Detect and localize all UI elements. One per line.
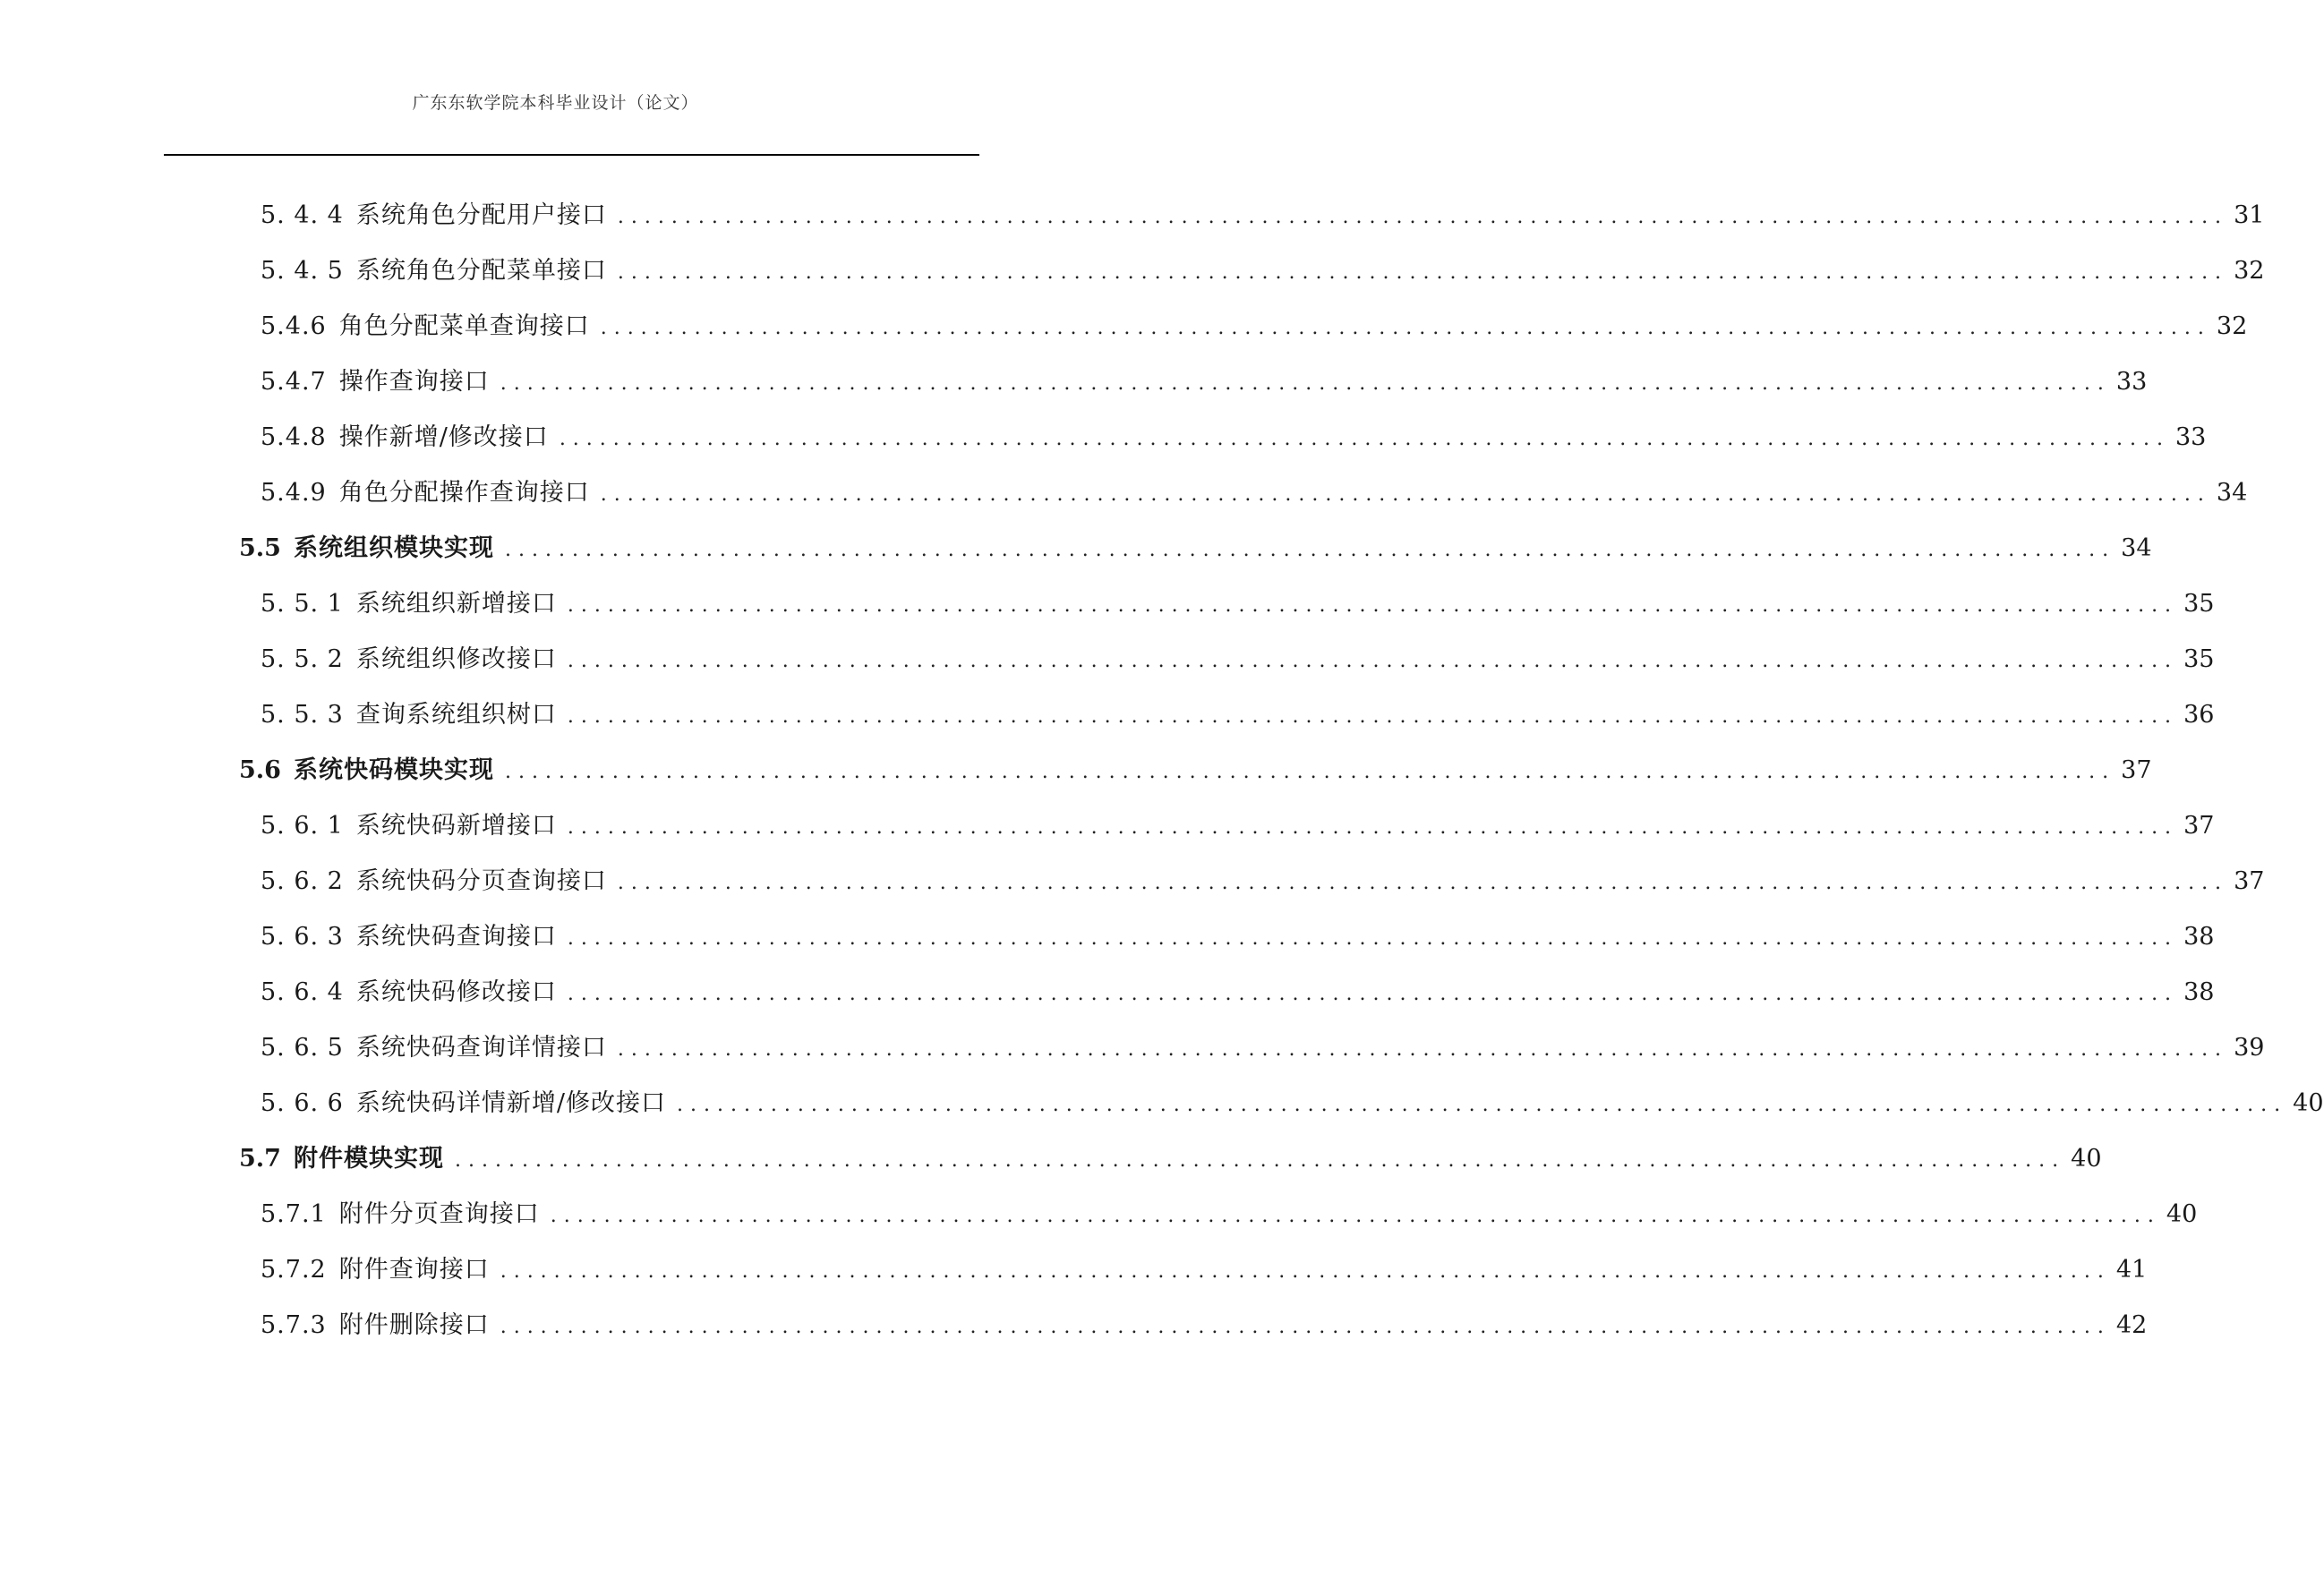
toc-entry-5-4-9[interactable] bbox=[0, 475, 2248, 531]
toc-entry-page: 39 bbox=[2234, 1034, 2265, 1062]
toc-dot-leader: ........................................................................................................................ bbox=[504, 539, 2116, 561]
toc-entry-title: 系统快码查询详情接口 bbox=[355, 1034, 607, 1062]
toc-dot-leader: ........................................................................................................................ bbox=[617, 1038, 2229, 1061]
toc-entry-number: 5. 6. 5 bbox=[261, 1034, 344, 1062]
toc-entry-number: 5.5 bbox=[239, 534, 281, 562]
toc-entry-5-6-5[interactable] bbox=[0, 1030, 2265, 1086]
toc-entry-page: 40 bbox=[2166, 1200, 2198, 1228]
toc-entry-title: 系统快码新增接口 bbox=[355, 812, 557, 840]
toc-entry-page: 36 bbox=[2183, 701, 2215, 729]
toc-entry-title: 附件删除接口 bbox=[338, 1311, 490, 1339]
toc-entry-number: 5. 4. 5 bbox=[261, 257, 344, 285]
toc-entry-page: 31 bbox=[2234, 201, 2265, 229]
toc-dot-leader: ........................................................................................................................ bbox=[454, 1149, 2066, 1172]
toc-dot-leader: ........................................................................................................................ bbox=[567, 816, 2179, 839]
toc-entry-title: 系统快码查询接口 bbox=[355, 923, 557, 951]
toc-entry-title: 附件查询接口 bbox=[338, 1256, 490, 1284]
toc-entry-number: 5. 4. 4 bbox=[261, 201, 344, 229]
toc-entry-page: 37 bbox=[2183, 812, 2215, 840]
toc-entry-number: 5. 6. 2 bbox=[261, 867, 344, 895]
toc-entry-number: 5.4.8 bbox=[261, 423, 327, 451]
toc-entry-5-5-2[interactable] bbox=[0, 642, 2215, 697]
toc-entry-page: 37 bbox=[2234, 867, 2265, 895]
toc-entry-5-7-2[interactable] bbox=[0, 1252, 2148, 1308]
toc-entry-5-7-1[interactable] bbox=[0, 1197, 2198, 1252]
toc-entry-5-4-4[interactable] bbox=[0, 198, 2265, 253]
toc-entry-number: 5.6 bbox=[239, 756, 281, 784]
toc-entry-number: 5. 6. 1 bbox=[261, 812, 344, 840]
toc-dot-leader: ........................................................................................................................ bbox=[617, 872, 2229, 894]
toc-dot-leader: ........................................................................................................................ bbox=[500, 1316, 2111, 1338]
toc-entry-page: 37 bbox=[2121, 756, 2152, 784]
toc-entry-page: 40 bbox=[2293, 1089, 2324, 1117]
toc-entry-5-6[interactable] bbox=[0, 753, 2152, 808]
toc-entry-page: 38 bbox=[2183, 978, 2215, 1006]
toc-entry-title: 系统角色分配用户接口 bbox=[355, 201, 607, 229]
toc-entry-page: 32 bbox=[2234, 257, 2265, 285]
toc-entry-title: 系统快码详情新增/修改接口 bbox=[355, 1089, 666, 1117]
toc-dot-leader: ........................................................................................................................ bbox=[550, 1205, 2161, 1227]
toc-entry-5-4-6[interactable] bbox=[0, 309, 2248, 364]
toc-entry-number: 5. 6. 3 bbox=[261, 923, 344, 951]
toc-dot-leader: ........................................................................................................................ bbox=[567, 983, 2179, 1005]
toc-entry-title: 系统组织修改接口 bbox=[355, 645, 557, 673]
toc-entry-number: 5.4.9 bbox=[261, 479, 327, 507]
toc-entry-number: 5. 5. 3 bbox=[261, 701, 344, 729]
toc-entry-title: 系统组织模块实现 bbox=[293, 534, 494, 562]
toc-entry-5-4-8[interactable] bbox=[0, 420, 2207, 475]
toc-entry-title: 系统快码分页查询接口 bbox=[355, 867, 607, 895]
toc-entry-page: 33 bbox=[2115, 368, 2148, 396]
toc-entry-number: 5.4.7 bbox=[261, 368, 327, 396]
toc-entry-5-4-7[interactable] bbox=[0, 364, 2148, 420]
toc-entry-title: 角色分配操作查询接口 bbox=[338, 479, 590, 507]
toc-entry-number: 5.7 bbox=[239, 1145, 281, 1173]
toc-entry-page: 35 bbox=[2183, 590, 2215, 618]
toc-entry-title: 附件分页查询接口 bbox=[338, 1200, 540, 1228]
toc-entry-number: 5.4.6 bbox=[261, 312, 327, 340]
toc-entry-number: 5. 6. 6 bbox=[261, 1089, 344, 1117]
toc-dot-leader: ........................................................................................................................ bbox=[617, 206, 2229, 228]
toc-entry-number: 5.7.2 bbox=[261, 1256, 327, 1284]
toc-entry-5-5-3[interactable] bbox=[0, 697, 2215, 753]
toc-dot-leader: ........................................................................................................................ bbox=[500, 1260, 2111, 1283]
toc-entry-page: 41 bbox=[2115, 1256, 2148, 1284]
toc-dot-leader: ........................................................................................................................ bbox=[567, 650, 2179, 672]
toc-entry-5-6-4[interactable] bbox=[0, 975, 2215, 1030]
toc-entry-title: 附件模块实现 bbox=[293, 1145, 444, 1173]
toc-dot-leader: ........................................................................................................................ bbox=[617, 261, 2229, 284]
toc-entry-5-5[interactable] bbox=[0, 531, 2152, 586]
toc-entry-5-6-3[interactable] bbox=[0, 919, 2215, 975]
toc-entry-page: 38 bbox=[2183, 923, 2215, 951]
toc-entry-title: 系统快码模块实现 bbox=[293, 756, 494, 784]
toc-entry-5-7-3[interactable] bbox=[0, 1308, 2148, 1363]
toc-entry-5-5-1[interactable] bbox=[0, 586, 2215, 642]
toc-entry-number: 5.7.3 bbox=[261, 1311, 327, 1339]
page-header: 广东东软学院本科毕业设计（论文） bbox=[412, 93, 699, 113]
toc-dot-leader: ........................................................................................................................ bbox=[567, 927, 2179, 950]
toc-entry-number: 5. 5. 2 bbox=[261, 645, 344, 673]
header-divider bbox=[164, 154, 979, 156]
toc-dot-leader: ........................................................................................................................ bbox=[500, 372, 2111, 395]
toc-dot-leader: ........................................................................................................................ bbox=[504, 761, 2116, 783]
toc-entry-page: 32 bbox=[2216, 312, 2248, 340]
toc-entry-page: 34 bbox=[2216, 479, 2248, 507]
table-of-contents bbox=[0, 198, 2324, 1363]
toc-dot-leader: ........................................................................................................................ bbox=[567, 594, 2179, 617]
toc-entry-title: 操作新增/修改接口 bbox=[338, 423, 549, 451]
toc-entry-page: 42 bbox=[2115, 1311, 2148, 1339]
toc-entry-number: 5. 5. 1 bbox=[261, 590, 344, 618]
toc-dot-leader: ........................................................................................................................ bbox=[600, 483, 2211, 506]
toc-dot-leader: ........................................................................................................................ bbox=[559, 428, 2170, 450]
toc-entry-title: 角色分配菜单查询接口 bbox=[338, 312, 590, 340]
toc-entry-page: 33 bbox=[2175, 423, 2207, 451]
toc-entry-page: 40 bbox=[2071, 1145, 2102, 1173]
toc-entry-5-6-6[interactable] bbox=[0, 1086, 2324, 1141]
toc-entry-5-7[interactable] bbox=[0, 1141, 2102, 1197]
toc-entry-5-6-1[interactable] bbox=[0, 808, 2215, 864]
toc-dot-leader: ........................................................................................................................ bbox=[676, 1094, 2288, 1116]
toc-entry-title: 系统角色分配菜单接口 bbox=[355, 257, 607, 285]
toc-entry-number: 5. 6. 4 bbox=[261, 978, 344, 1006]
toc-entry-title: 系统快码修改接口 bbox=[355, 978, 557, 1006]
toc-entry-title: 系统组织新增接口 bbox=[355, 590, 557, 618]
toc-entry-number: 5.7.1 bbox=[261, 1200, 327, 1228]
toc-dot-leader: ........................................................................................................................ bbox=[600, 317, 2211, 339]
toc-entry-page: 34 bbox=[2121, 534, 2152, 562]
toc-entry-title: 查询系统组织树口 bbox=[355, 701, 557, 729]
toc-entry-title: 操作查询接口 bbox=[338, 368, 490, 396]
toc-entry-5-4-5[interactable] bbox=[0, 253, 2265, 309]
toc-entry-page: 35 bbox=[2183, 645, 2215, 673]
toc-dot-leader: ........................................................................................................................ bbox=[567, 705, 2179, 728]
toc-entry-5-6-2[interactable] bbox=[0, 864, 2265, 919]
